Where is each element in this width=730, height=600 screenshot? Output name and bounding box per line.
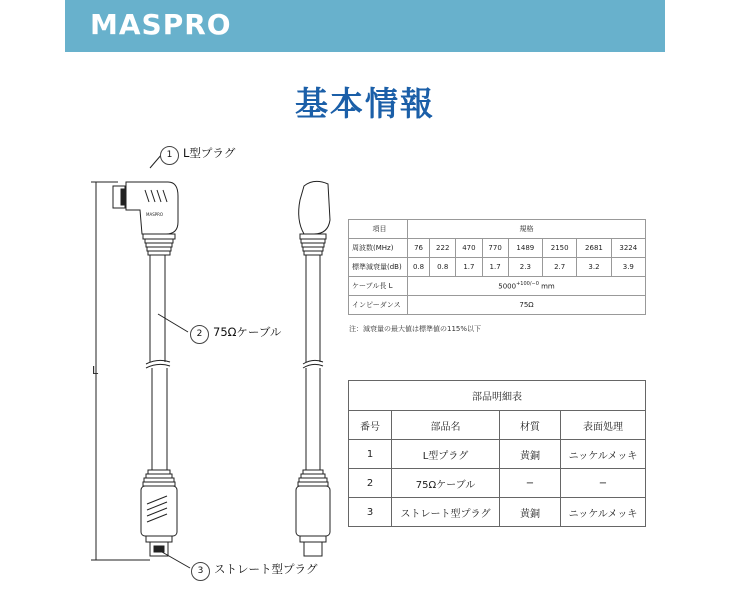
table-row: 項目 規格 <box>349 220 646 239</box>
table-caption-row: 部品明細表 <box>349 381 646 411</box>
page-title: 基本情報 <box>295 84 435 123</box>
spec-table <box>348 219 646 315</box>
table-row: インピーダンス 75Ω <box>349 296 646 315</box>
table-row: 標準減衰量(dB) 0.8 0.8 1.7 1.7 2.3 2.7 3.2 3.9 <box>349 258 646 277</box>
callout-straight-plug: 3 ストレート型プラグ <box>191 561 318 581</box>
callout-l-plug: 1 L型プラグ <box>160 145 235 165</box>
l-plug-body <box>126 182 178 234</box>
maspro-logo: MASPRO <box>90 8 232 41</box>
header-banner <box>65 0 665 52</box>
table-row: 周波数(MHz) 76 222 470 770 1489 2150 2681 3224 <box>349 239 646 258</box>
table-row: ケーブル長 L $5000^{+100/-0}$ mm <box>349 277 646 296</box>
spec-note: 注：減衰量の最大値は標準値の115%以下 <box>349 325 482 333</box>
callout-cable: 2 75Ωケーブル <box>190 324 281 344</box>
cable-diagram <box>0 140 345 600</box>
plug-marking: MASPRO <box>146 212 164 217</box>
table-row: 2 75Ωケーブル − − <box>349 469 646 498</box>
table-row: 1 L型プラグ 黄銅 ニッケルメッキ <box>349 440 646 469</box>
parts-table <box>348 380 646 527</box>
table-row: 3 ストレート型プラグ 黄銅 ニッケルメッキ <box>349 498 646 527</box>
table-header-row: 番号 部品名 材質 表面処理 <box>349 411 646 440</box>
dimension-label: L <box>92 364 99 377</box>
